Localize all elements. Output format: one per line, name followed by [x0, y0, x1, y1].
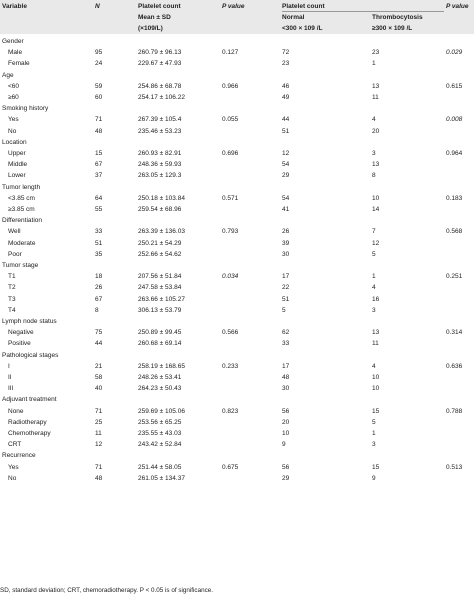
cell-normal: 17: [282, 362, 290, 370]
cell-p: 0.966: [222, 82, 239, 90]
header-normal: Normal: [282, 14, 305, 21]
cell-n: 37: [95, 172, 103, 180]
section-title: Location: [2, 138, 27, 146]
cell-normal: 49: [282, 94, 290, 101]
cell-thrombo: 5: [372, 418, 376, 426]
cell-normal: 54: [282, 161, 290, 169]
cell-thrombo: 7: [372, 228, 376, 236]
cell-label: II: [8, 374, 12, 381]
cell-normal: 62: [282, 329, 290, 337]
cell-p2: 0.513: [446, 463, 463, 471]
cell-label: <3.85 cm: [8, 194, 35, 202]
cell-mean: 253.56 ± 65.25: [138, 418, 182, 426]
cell-thrombo: 3: [372, 306, 376, 314]
cell-thrombo: 23: [372, 49, 380, 57]
cell-thrombo: 13: [372, 82, 380, 90]
cell-mean: 267.39 ± 105.4: [138, 116, 182, 124]
cell-thrombo: 1: [372, 273, 376, 281]
cell-normal: 56: [282, 407, 290, 415]
cell-thrombo: 13: [372, 329, 380, 337]
cell-p: 0.675: [222, 463, 239, 471]
cell-thrombo: 12: [372, 239, 380, 247]
cell-normal: 46: [282, 82, 290, 90]
cell-p: 0.696: [222, 150, 239, 157]
cell-mean: 252.66 ± 54.62: [138, 250, 182, 258]
cell-normal: 41: [282, 206, 290, 213]
cell-label: Radiotherapy: [8, 418, 47, 426]
cell-p2: 0.183: [446, 194, 463, 202]
header-mean-sd: Mean ± SD: [138, 14, 171, 21]
cell-normal: 30: [282, 385, 290, 393]
cell-normal: 26: [282, 228, 290, 236]
cell-n: 35: [95, 250, 103, 258]
cell-n: 12: [95, 441, 103, 449]
header-unit: (×109/L): [138, 25, 163, 32]
cell-normal: 20: [282, 418, 290, 426]
cell-mean: 247.58 ± 53.84: [138, 284, 182, 292]
cell-normal: 12: [282, 150, 290, 157]
cell-label: Positive: [8, 340, 31, 348]
cell-thrombo: 10: [372, 194, 380, 202]
cell-label: T4: [8, 306, 16, 314]
cell-mean: 235.55 ± 43.03: [138, 430, 182, 437]
cell-p2: 0.251: [446, 273, 463, 281]
cell-thrombo: 20: [372, 127, 380, 135]
cell-mean: 258.19 ± 168.65: [138, 362, 185, 370]
cell-n: 11: [95, 430, 102, 437]
cell-mean: 250.89 ± 99.45: [138, 329, 182, 337]
cell-n: 33: [95, 228, 103, 236]
cell-n: 18: [95, 273, 103, 281]
cell-normal: 23: [282, 60, 290, 68]
cell-thrombo: 3: [372, 150, 376, 157]
cell-label: No: [8, 127, 17, 135]
cell-normal: 10: [282, 430, 290, 437]
cell-n: 40: [95, 385, 103, 393]
section-title: Lymph node status: [2, 318, 57, 325]
cell-p: 0.055: [222, 116, 239, 124]
cell-thrombo: 11: [372, 340, 379, 348]
cell-p2: 0.615: [446, 82, 463, 90]
cell-label: ≥60: [8, 94, 19, 101]
cell-n: 24: [95, 60, 103, 68]
cell-p2: 0.636: [446, 362, 463, 370]
cell-p2: 0.008: [446, 116, 463, 124]
cell-label: Male: [8, 49, 23, 57]
cell-n: 21: [95, 362, 103, 370]
section-title: Age: [2, 71, 14, 79]
cell-label: Female: [8, 60, 30, 68]
header-divider: [282, 11, 444, 12]
cell-thrombo: 14: [372, 206, 380, 213]
cell-p: 0.571: [222, 194, 239, 202]
cell-thrombo: 10: [372, 374, 380, 381]
cell-n: 15: [95, 150, 103, 157]
cell-label: I: [8, 362, 10, 370]
cell-n: 67: [95, 295, 103, 303]
cell-thrombo: 15: [372, 463, 380, 471]
cell-label: T1: [8, 273, 16, 281]
cell-label: Poor: [8, 250, 22, 258]
cell-thrombo: 11: [372, 94, 379, 101]
cell-n: 64: [95, 194, 103, 202]
cell-normal: 22: [282, 284, 290, 292]
table-header: [0, 0, 474, 34]
cell-label: T2: [8, 284, 16, 292]
cell-normal: 33: [282, 340, 290, 348]
cell-normal: 17: [282, 273, 290, 281]
cell-mean: 263.66 ± 105.27: [138, 295, 185, 303]
cell-label: Chemotherapy: [8, 430, 51, 437]
section-title: Differentiation: [2, 217, 42, 225]
cell-label: Negative: [8, 329, 34, 337]
cell-label: Middle: [8, 161, 28, 169]
cell-label: CRT: [8, 441, 22, 449]
cell-thrombo: 4: [372, 116, 376, 124]
cell-label: ≥3.85 cm: [8, 206, 35, 213]
cell-thrombo: 4: [372, 362, 376, 370]
header-variable: Variable: [2, 3, 27, 10]
cell-thrombo: 13: [372, 161, 380, 169]
section-title: Pathological stages: [2, 351, 59, 359]
cell-p2: 0.029: [446, 49, 463, 57]
cell-p: 0.823: [222, 407, 239, 415]
cell-n: 8: [95, 306, 99, 314]
cell-thrombo: 5: [372, 250, 376, 258]
cell-normal: 44: [282, 116, 290, 124]
section-title: Tumor stage: [2, 262, 39, 269]
cell-thrombo: 15: [372, 407, 380, 415]
cell-label: Upper: [8, 150, 26, 157]
cell-label: Yes: [8, 463, 19, 471]
cell-normal: 56: [282, 463, 290, 471]
cell-p: 0.233: [222, 362, 239, 370]
cell-normal: 48: [282, 374, 290, 381]
cell-label: Yes: [8, 116, 19, 124]
cell-p: 0.566: [222, 329, 239, 337]
cell-n: 48: [95, 474, 103, 482]
header-p-value-2: P value: [446, 3, 469, 10]
cell-normal: 51: [282, 295, 290, 303]
cell-mean: 235.46 ± 53.23: [138, 127, 182, 135]
cell-thrombo: 1: [372, 60, 376, 68]
cell-mean: 264.23 ± 50.43: [138, 385, 182, 393]
cell-normal: 51: [282, 127, 290, 135]
cell-n: 59: [95, 82, 103, 90]
cell-n: 51: [95, 239, 103, 247]
cell-p: 0.034: [222, 273, 239, 281]
cell-thrombo: 10: [372, 385, 380, 393]
cell-n: 58: [95, 374, 103, 381]
cell-mean: 207.56 ± 51.84: [138, 273, 182, 281]
section-title: Adjuvant treatment: [2, 396, 57, 404]
cell-n: 60: [95, 94, 103, 101]
cell-mean: 259.54 ± 68.96: [138, 206, 182, 213]
header-n: N: [95, 3, 100, 10]
cell-thrombo: 3: [372, 441, 376, 449]
cell-thrombo: 16: [372, 295, 380, 303]
cell-normal: 54: [282, 194, 290, 202]
cell-mean: 250.21 ± 54.29: [138, 239, 182, 247]
footnote: SD, standard deviation; CRT, chemoradiotherapy. P < 0.05 is of significance.: [0, 587, 213, 594]
cell-n: 71: [95, 116, 103, 124]
cell-normal: 39: [282, 239, 290, 247]
header-platelet-count: Platelet count: [138, 3, 181, 10]
cell-mean: 229.67 ± 47.93: [138, 60, 182, 68]
header-platelet-count-2: Platelet count: [282, 3, 325, 10]
cell-n: 25: [95, 418, 103, 426]
cell-p: 0.793: [222, 228, 239, 236]
cell-mean: 260.68 ± 69.14: [138, 340, 182, 348]
cell-n: 95: [95, 49, 103, 57]
cell-mean: 260.79 ± 96.13: [138, 49, 182, 57]
cell-mean: 259.69 ± 105.06: [138, 407, 185, 415]
cell-p2: 0.788: [446, 407, 463, 415]
cell-n: 44: [95, 340, 103, 348]
cell-thrombo: 4: [372, 284, 376, 292]
cell-mean: 306.13 ± 53.79: [138, 306, 182, 314]
header-normal-range: <300 × 109 /L: [282, 25, 323, 32]
header-p-value: P value: [222, 3, 245, 10]
cell-mean: 263.05 ± 129.3: [138, 172, 182, 180]
header-thrombo-range: ≥300 × 109 /L: [372, 25, 413, 32]
cell-mean: 261.05 ± 134.37: [138, 474, 185, 482]
cell-mean: 243.42 ± 52.84: [138, 441, 182, 449]
cell-mean: 263.39 ± 136.03: [138, 228, 185, 236]
cell-normal: 29: [282, 172, 290, 180]
cell-n: 75: [95, 329, 103, 337]
cell-n: 67: [95, 161, 103, 169]
cell-p2: 0.964: [446, 150, 463, 157]
cell-n: 26: [95, 284, 103, 292]
cell-label: <60: [8, 82, 20, 90]
cell-mean: 250.18 ± 103.84: [138, 194, 185, 202]
cell-normal: 9: [282, 441, 286, 449]
cell-thrombo: 8: [372, 172, 376, 180]
cell-n: 71: [95, 407, 103, 415]
section-title: Gender: [2, 38, 24, 45]
cell-normal: 72: [282, 49, 290, 57]
cell-n: 71: [95, 463, 103, 471]
cell-mean: 260.93 ± 82.91: [138, 150, 182, 157]
cell-mean: 248.26 ± 53.41: [138, 374, 182, 381]
cell-label: None: [8, 407, 24, 415]
section-title: Tumor length: [2, 183, 41, 191]
cell-p2: 0.314: [446, 329, 463, 337]
cell-normal: 30: [282, 250, 290, 258]
cell-label: T3: [8, 295, 16, 303]
cell-mean: 248.36 ± 59.93: [138, 161, 182, 169]
section-title: Smoking history: [2, 105, 49, 113]
cell-mean: 254.17 ± 106.22: [138, 94, 185, 101]
cell-n: 55: [95, 206, 103, 213]
header-thrombocytosis: Thrombocytosis: [372, 14, 423, 21]
cell-p2: 0.568: [446, 228, 463, 236]
cell-normal: 29: [282, 474, 290, 482]
cell-n: 48: [95, 127, 103, 135]
section-title: Recurrence: [2, 452, 36, 460]
cell-normal: 5: [282, 306, 286, 314]
cell-label: Well: [8, 228, 21, 236]
cell-mean: 251.44 ± 58.05: [138, 463, 182, 471]
cell-thrombo: 9: [372, 474, 376, 482]
cell-label: Lower: [8, 172, 26, 180]
cell-mean: 254.86 ± 68.78: [138, 82, 182, 90]
cell-label: III: [8, 385, 14, 393]
cell-thrombo: 1: [372, 430, 376, 437]
cell-label: Moderate: [8, 239, 36, 247]
cell-p: 0.127: [222, 49, 239, 57]
cell-label: No: [8, 474, 17, 482]
